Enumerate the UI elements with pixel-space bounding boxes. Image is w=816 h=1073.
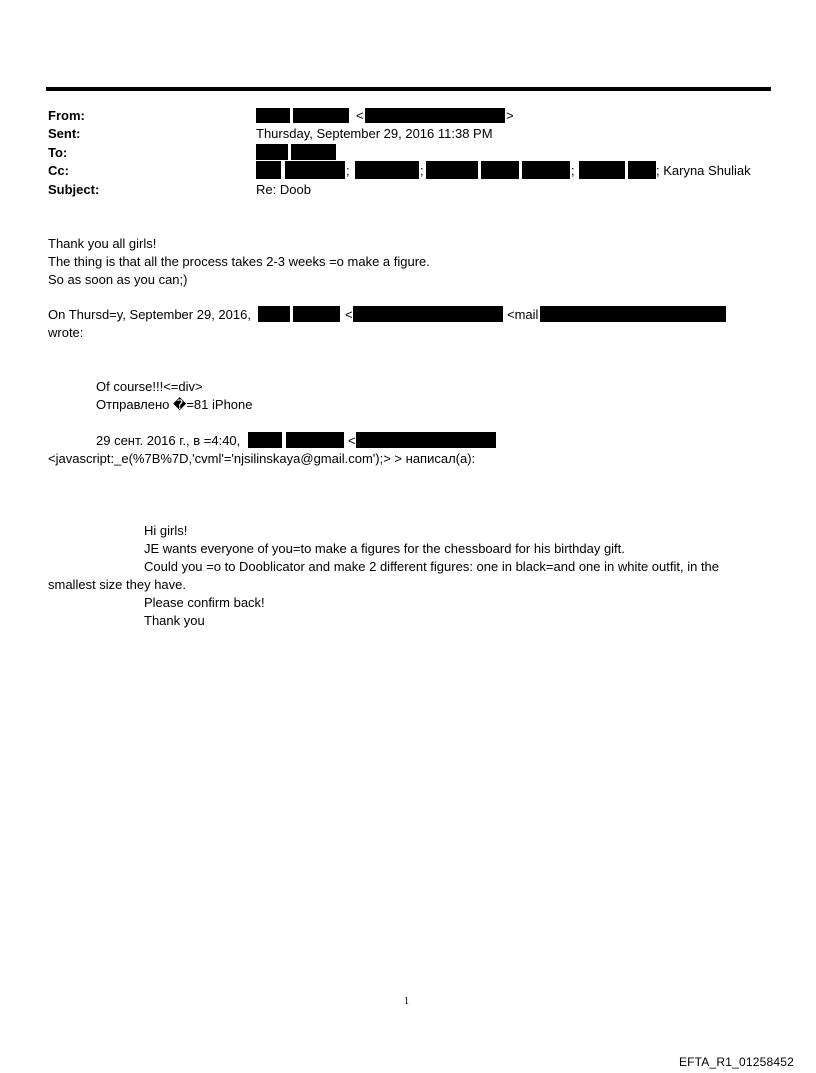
redaction-box	[628, 161, 656, 179]
quote-js: <javascript:_e(%7B%7D,'cvml'='njsilinskaya@gmail.com');> > написал(а):	[48, 451, 476, 466]
redaction-box	[540, 306, 726, 322]
redaction-box	[365, 108, 505, 123]
from-lt: <	[356, 108, 364, 123]
redaction-box	[293, 108, 349, 123]
quote-wrote: wrote:	[48, 325, 84, 340]
page-number: 1	[404, 996, 409, 1007]
redaction-box	[579, 161, 625, 179]
redaction-box	[286, 432, 344, 448]
orig-line: Hi girls!	[144, 523, 188, 538]
sent-label: Sent:	[48, 126, 81, 141]
redaction-box	[256, 161, 281, 179]
header-rule	[46, 87, 771, 91]
quote-mail: <mail	[507, 307, 539, 322]
bates-number: EFTA_R1_01258452	[678, 1055, 794, 1069]
cc-tail: ; Karyna Shuliak	[656, 163, 751, 178]
from-label: From:	[48, 108, 85, 123]
subject-value: Re: Doob	[256, 182, 311, 197]
subject-label: Subject:	[48, 182, 100, 197]
redaction-box	[258, 306, 290, 322]
redaction-box	[353, 306, 503, 322]
orig-line: smallest size they have.	[48, 577, 187, 592]
cc-separator: ;	[346, 163, 350, 178]
redaction-box	[356, 432, 496, 448]
redaction-box	[256, 108, 290, 123]
redaction-box	[248, 432, 282, 448]
redaction-box	[481, 161, 519, 179]
cc-separator: ;	[420, 163, 424, 178]
orig-line: Please confirm back!	[144, 595, 265, 610]
from-gt: >	[506, 108, 514, 123]
body-line: The thing is that all the process takes 2-3 weeks =o make a figure.	[48, 254, 430, 269]
quote-lt: <	[348, 433, 356, 448]
cc-label: Cc:	[48, 163, 69, 178]
reply-line: Отправлено �=81 iPhone	[96, 397, 253, 412]
redaction-box	[256, 144, 288, 160]
body-line: So as soon as you can;)	[48, 272, 188, 287]
redaction-box	[285, 161, 345, 179]
redaction-box	[291, 144, 336, 160]
orig-line: Thank you	[144, 613, 205, 628]
redaction-box	[522, 161, 570, 179]
redaction-box	[355, 161, 419, 179]
redaction-box	[293, 306, 340, 322]
orig-line: JE wants everyone of you=to make a figures for the chessboard for his birthday gift.	[144, 541, 625, 556]
orig-line: Could you =o to Dooblicator and make 2 different figures: one in black=and one in white outfit, in the	[144, 559, 720, 574]
cc-separator: ;	[571, 163, 575, 178]
sent-value: Thursday, September 29, 2016 11:38 PM	[256, 126, 493, 141]
redaction-box	[426, 161, 478, 179]
to-label: To:	[48, 145, 68, 160]
reply-line: Of course!!!<=div>	[96, 379, 203, 394]
quote-intro: On Thursd=y, September 29, 2016,	[48, 307, 251, 322]
quote-intro: 29 сент. 2016 г., в =4:40,	[96, 433, 241, 448]
body-line: Thank you all girls!	[48, 236, 157, 251]
quote-lt: <	[345, 307, 353, 322]
